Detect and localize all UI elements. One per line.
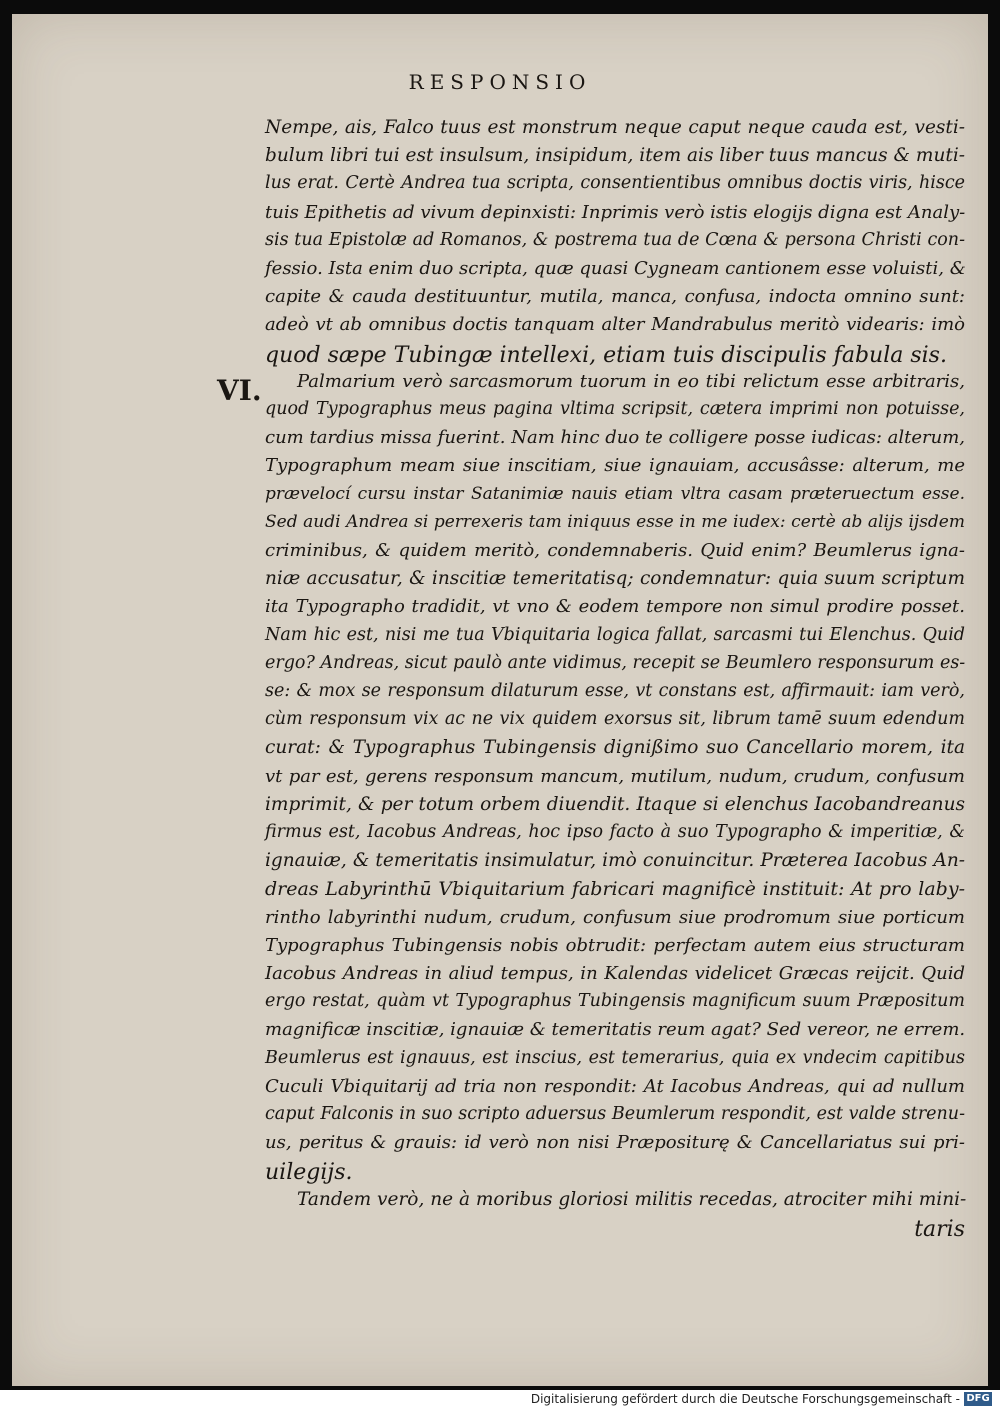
section-number: VI. bbox=[217, 374, 262, 407]
text-line: rintho labyrinthi nudum, crudum, confusum siue prodromum siue porticum bbox=[265, 906, 965, 928]
footer-bar bbox=[0, 1390, 1000, 1409]
text-line: cùm responsum vix ac ne vix quidem exorsus sit, librum tamē suum edendum bbox=[265, 709, 965, 730]
text-line: Nam hic est, nisi me tua Vbiquitaria logica fallat, sarcasmi tui Elenchus. Quid bbox=[265, 624, 965, 645]
text-line: se: & mox se responsum dilaturum esse, vt constans est, affirmauit: iam verò, bbox=[265, 681, 965, 701]
text-line: adeò vt ab omnibus doctis tanquam alter Mandrabulus meritò videaris: imò bbox=[265, 314, 965, 336]
text-line: ita Typographo tradidit, vt vno & eodem tempore non simul prodire posset. bbox=[265, 596, 965, 618]
text-line: Typographus Tubingensis nobis obtrudit: perfectam autem eius structuram bbox=[265, 934, 965, 956]
text-line: Beumlerus est ignauus, est inscius, est temerarius, quia ex vndecim capitibus bbox=[265, 1047, 965, 1068]
text-line: Typographum meam siue inscitiam, siue ignauiam, accusâsse: alterum, me bbox=[265, 455, 965, 477]
text-line: dreas Labyrinthū Vbiquitarium fabricari magnificè instituit: At pro laby- bbox=[265, 878, 965, 901]
text-line: capite & cauda destituuntur, mutila, manca, confusa, indocta omnino sunt: bbox=[265, 286, 965, 308]
text-line: Nempe, ais, Falco tuus est monstrum neque caput neque cauda est, vesti- bbox=[265, 117, 965, 138]
text-line: firmus est, Iacobus Andreas, hoc ipso facto à suo Typographo & imperitiæ, & bbox=[265, 822, 965, 842]
text-line: magnificæ inscitiæ, ignauiæ & temeritatis reum agat? Sed vereor, ne errem. bbox=[265, 1019, 966, 1041]
book-page bbox=[12, 14, 988, 1386]
text-line: taris bbox=[914, 1216, 965, 1242]
text-line: vt par est, gerens responsum mancum, mutilum, nudum, crudum, confusum bbox=[265, 765, 965, 787]
text-line: Palmarium verò sarcasmorum tuorum in eo tibi relictum esse arbitraris, bbox=[297, 370, 965, 392]
text-line: bulum libri tui est insulsum, insipidum, item ais liber tuus mancus & muti- bbox=[265, 145, 965, 167]
text-line: tuis Epithetis ad vivum depinxisti: Inprimis verò istis elogijs digna est Analy- bbox=[265, 201, 966, 223]
funding-note: Digitalisierung gefördert durch die Deutsche Forschungsgemeinschaft - bbox=[530, 1392, 960, 1406]
running-head: RESPONSIO bbox=[408, 70, 592, 94]
text-line: ergo restat, quàm vt Typographus Tubingensis magnificum suum Præpositum bbox=[265, 991, 965, 1012]
text-line: sis tua Epistolæ ad Romanos, & postrema tua de Cœna & persona Christi con- bbox=[265, 229, 965, 250]
text-line: ergo? Andreas, sicut paulò ante vidimus, recepit se Beumlero responsurum es- bbox=[265, 652, 966, 673]
text-line: prævelocí cursu instar Satanimiæ nauis etiam vltra casam præteruectum esse. bbox=[265, 483, 965, 504]
text-line: niæ accusatur, & inscitiæ temeritatisq; condemnatur: quia suum scriptum bbox=[265, 568, 965, 590]
text-line: curat: & Typographus Tubingensis dignißimo suo Cancellario morem, ita bbox=[265, 737, 965, 759]
text-line: caput Falconis in suo scripto aduersus Beumlerum respondit, est valde strenu- bbox=[265, 1104, 965, 1124]
text-line: uilegijs. bbox=[265, 1160, 353, 1186]
text-line: cum tardius missa fuerint. Nam hinc duo te colligere posse iudicas: alterum, bbox=[265, 427, 965, 449]
text-line: ignauiæ, & temeritatis insimulatur, imò conuincitur. Præterea Iacobus An- bbox=[265, 850, 965, 872]
text-line: Cuculi Vbiquitarij ad tria non respondit: At Iacobus Andreas, qui ad nullum bbox=[265, 1075, 965, 1097]
text-line: quod Typographus meus pagina vltima scripsit, cætera imprimi non potuisse, bbox=[265, 399, 965, 419]
text-line: Tandem verò, ne à moribus gloriosi militis recedas, atrociter mihi mini- bbox=[297, 1188, 967, 1210]
text-line: Sed audi Andrea si perrexeris tam iniquus esse in me iudex: certè ab alijs ijsdem bbox=[265, 511, 965, 532]
text-line: lus erat. Certè Andrea tua scripta, consentientibus omnibus doctis viris, hisce bbox=[265, 173, 965, 194]
text-line: us, peritus & grauis: id verò non nisi Præpositurę & Cancellariatus sui pri- bbox=[265, 1132, 965, 1154]
text-line: quod sæpe Tubingæ intellexi, etiam tuis discipulis fabula sis. bbox=[265, 342, 947, 368]
text-line: imprimit, & per totum orbem diuendit. Itaque si elenchus Iacobandreanus bbox=[265, 793, 965, 815]
text-line: Iacobus Andreas in aliud tempus, in Kalendas videlicet Græcas reijcit. Quid bbox=[265, 963, 965, 984]
dfg-logo: DFG bbox=[964, 1392, 992, 1406]
text-line: criminibus, & quidem meritò, condemnaberis. Quid enim? Beumlerus igna- bbox=[265, 540, 965, 561]
text-line: fessio. Ista enim duo scripta, quæ quasi Cygneam cantionem esse voluisti, & bbox=[265, 258, 966, 279]
